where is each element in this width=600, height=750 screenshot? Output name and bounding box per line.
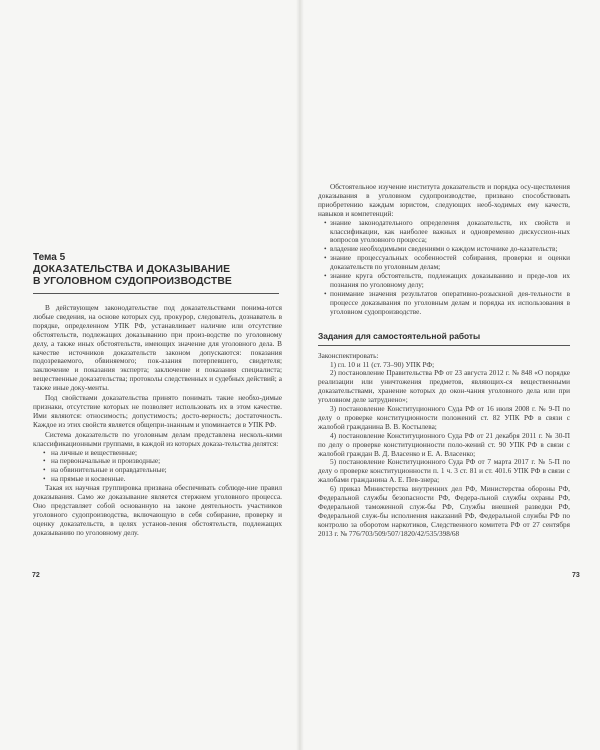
list-item: • на личные и вещественные; bbox=[43, 448, 137, 457]
bullet-icon: • bbox=[324, 245, 327, 254]
task-item: 4) постановление Конституционного Суда РФ от 21 декабря 2011 г. № 30-П по делу о проверке конституционности поло-жений ст. 90 УПК РФ в связи с жалобой граждан В. Д. Власенко и Е. А. Власенко; bbox=[318, 431, 570, 458]
list-item: • понимание значения результатов оперативно-розыскной дея-тельности в процессе доказывания по уголовным делам и порядка их использования в уголовном судопроизводстве. bbox=[324, 289, 570, 316]
bullet-icon: • bbox=[324, 254, 327, 263]
bullet-icon: • bbox=[43, 457, 46, 466]
topic-title-line1: ДОКАЗАТЕЛЬСТВА И ДОКАЗЫВАНИЕ bbox=[33, 264, 231, 275]
competencies-list bbox=[318, 219, 570, 317]
title-divider bbox=[33, 293, 279, 294]
list-item: • на обвинительные и оправдательные; bbox=[43, 466, 167, 475]
task-item: 6) приказ Министерства внутренних дел РФ, Министерства обороны РФ, Федеральной службы безопасности РФ, Федера-льной службы охраны РФ, Федеральной таможенной служ-бы РФ, Службы внешней разведки РФ, Федеральной служ-бы исполнения наказаний РФ, Федеральной службы РФ по контролю за оборотом наркотиков, Следственного комитета РФ от 27 сентября 2013 г. № 776/703/509/507/1820/42/535/398/68 bbox=[318, 485, 570, 538]
page-number: 73 bbox=[572, 572, 580, 579]
right-column bbox=[318, 183, 570, 539]
list-item: • знание круга обстоятельств, подлежащих доказыванию и преде-лов их познания по уголовному делу; bbox=[324, 272, 570, 289]
left-column bbox=[33, 252, 282, 538]
paragraph: Система доказательств по уголовным делам представлена несколь-кими классификационными группами, в каждой из которых доказа-тельства делятся: bbox=[33, 430, 282, 448]
list-item: • на первоначальные и производные; bbox=[43, 457, 161, 466]
page-number: 72 bbox=[32, 572, 40, 579]
tasks-lead: Законспектировать: bbox=[318, 351, 379, 360]
classification-list bbox=[33, 449, 282, 485]
bullet-icon: • bbox=[324, 272, 327, 281]
right-page bbox=[300, 0, 600, 750]
paragraph: Под свойствами доказательства принято понимать такие необхо-димые признаки, отсутствие которых не позволяет использовать их в этом качестве. Ими являются: относимость; допустимость; досто-верность; достаточность. Каждое из этих свойств является общепри-знанным и упоминается в УПК РФ. bbox=[33, 394, 282, 429]
tasks-list bbox=[318, 361, 570, 539]
list-item: • на прямые и косвенные. bbox=[43, 475, 126, 484]
bullet-icon: • bbox=[43, 448, 46, 457]
topic-title-line2: В УГОЛОВНОМ СУДОПРОИЗВОДСТВЕ bbox=[33, 276, 232, 287]
section-title: Задания для самостоятельной работы bbox=[318, 330, 481, 341]
section-divider bbox=[318, 345, 570, 346]
paragraph: В действующем законодательстве под доказательствами понима-ются любые сведения, на основе которых суд, прокурор, следователь, дознаватель в порядке, определенном УПК РФ, устанавливает наличие или отсутствие обстоятельств, подлежащих доказыванию при произ-водстве по уголовному делу, а также иных обстоятельств, имеющих значение для уголовного дела. В качестве источников доказательств законом допускаются: показания подозреваемого, обвиняемого; пок-азания потерпевшего, свидетеля; заключение и показания эксперта; заключение и показания специалиста; вещественные доказательства; протоколы следственных и судебных действий; а также иные доку-менты. bbox=[33, 304, 282, 393]
bullet-icon: • bbox=[43, 475, 46, 484]
list-item: • знание процессуальных особенностей собирания, проверки и оценки доказательств по уголовным делам; bbox=[324, 254, 570, 272]
paragraph: Такая их научная группировка призвана обеспечивать соблюде-ние правил доказывания. Само же доказывание является стержнем уголовного процесса. Оно представляет собой основанную на законе деятельность участников уголовного судопроизводства, включающую в себя собирание, проверку и оценку доказательств, в целях установ-ления обстоятельств, подлежащих доказыванию по уголовному делу. bbox=[33, 484, 282, 537]
task-item: 1) гл. 10 и 11 (ст. 73–90) УПК РФ; bbox=[330, 360, 435, 369]
task-item: 5) постановление Конституционного Суда РФ от 7 марта 2017 г. № 5-П по делу о проверке конституционности п. 1 ч. 3 ст. 81 и ст. 401.6 УПК РФ в связи с жалобами гражданина А. Е. Пев-знера; bbox=[318, 458, 570, 485]
bullet-icon: • bbox=[43, 466, 46, 475]
bullet-icon: • bbox=[324, 218, 327, 227]
list-item: • владение необходимыми сведениями о каждом источнике до-казательств; bbox=[324, 245, 558, 254]
list-item: • знание законодательного определения доказательств, их свойств и классификации, как наиболее важных и одновременно дискуссион-ных вопросов уголовного процесса; bbox=[324, 218, 570, 245]
task-item: 3) постановление Конституционного Суда РФ от 16 июля 2008 г. № 9-П по делу о проверке конституционности положений ст. 82 УПК РФ в связи с жалобой гражданина В. В. Костылева; bbox=[318, 405, 570, 431]
topic-label: Тема 5 bbox=[33, 252, 66, 263]
paragraph: Обстоятельное изучение института доказательств и порядка осу-ществления доказывания в уголовном судопроизводстве, призвано способствовать приобретению каждым юристом, следующих необ-ходимых ему качеств, навыков и компетенций: bbox=[318, 183, 570, 218]
bullet-icon: • bbox=[324, 289, 327, 298]
task-item: 2) постановление Правительства РФ от 23 августа 2012 г. № 848 «О порядке реализации или уничтожения предметов, являющих-ся вещественными доказательствами, хранение которых до окон-чания уголовного дела или при уголовном деле затруднено»; bbox=[318, 369, 570, 405]
